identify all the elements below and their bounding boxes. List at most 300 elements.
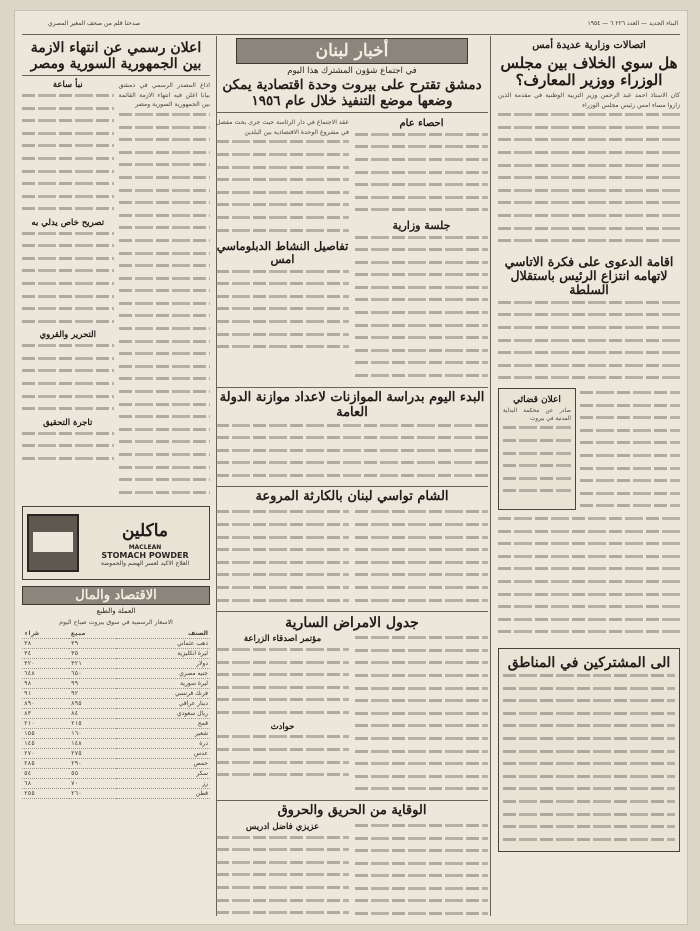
- text-line: [503, 699, 675, 709]
- text-line: [355, 750, 488, 760]
- text-line: [216, 761, 349, 771]
- text-line: [216, 320, 349, 330]
- text-line: [355, 145, 488, 155]
- text-line: [355, 824, 488, 834]
- text-line: [22, 144, 114, 154]
- text-line: [355, 874, 488, 884]
- headline-syria-egypt: اعلان رسمي عن انتهاء الازمة بين الجمهورية السورية ومصر: [30, 40, 202, 73]
- text-line: [216, 178, 349, 188]
- buy-price: ٦٨: [22, 779, 69, 789]
- text-line: [22, 170, 114, 180]
- text-line: [355, 837, 488, 847]
- table-row: [22, 689, 210, 699]
- sell-price: ٦٥٠: [69, 669, 116, 679]
- sell-price: ٧٠: [69, 779, 116, 789]
- commodity-name: حمص: [116, 759, 210, 769]
- ad-brand-latin: STOMACH POWDER: [101, 550, 189, 560]
- market-note: الاسعار الرسمية في سوق بيروت صباح اليوم: [59, 618, 173, 626]
- text-line: [355, 899, 488, 909]
- text-line: [503, 787, 675, 797]
- text-line: [498, 214, 680, 224]
- text-line: [498, 227, 680, 237]
- text-line: [355, 775, 488, 785]
- column-rule: [490, 36, 491, 916]
- text-line: [355, 586, 488, 596]
- text-line: [355, 712, 488, 722]
- text-line: [355, 536, 488, 546]
- text-line: [503, 750, 675, 760]
- text-line: [498, 126, 680, 136]
- text-line: [355, 849, 488, 859]
- text-line: [355, 573, 488, 583]
- text-line: [119, 201, 211, 211]
- text-line: [355, 236, 488, 246]
- headline-cabinet-dispute: هل سوي الخلاف بين مجلس الوزراء ووزير المعارف؟: [500, 53, 678, 89]
- text-line: [503, 737, 675, 747]
- text-line: [22, 369, 114, 379]
- text-line: [580, 467, 680, 477]
- table-row: [22, 739, 210, 749]
- text-line: [216, 345, 349, 355]
- sell-price: ١٤٨: [69, 739, 116, 749]
- text-line: [119, 365, 211, 375]
- text-line: [503, 489, 571, 499]
- commodity-name: فرنك فرنسي: [116, 689, 210, 699]
- text-line: [355, 687, 488, 697]
- text-line: [216, 436, 488, 446]
- text-line: [119, 226, 211, 236]
- text-line: [216, 748, 349, 758]
- sell-price: ٣٢١: [69, 659, 116, 669]
- text-line: [498, 517, 680, 527]
- maclean-ad: [22, 506, 210, 580]
- text-line: [22, 269, 114, 279]
- text-line: [216, 424, 488, 434]
- table-row: [22, 699, 210, 709]
- text-line: [119, 377, 211, 387]
- text-line: [355, 286, 488, 296]
- text-line: [355, 737, 488, 747]
- text-line: [22, 132, 114, 142]
- kicker-meeting: في اجتماع شؤون المشترك هذا اليوم: [287, 66, 417, 76]
- left-column: [22, 38, 210, 918]
- text-line: [355, 298, 488, 308]
- text-line: [216, 711, 349, 721]
- table-row: [22, 729, 210, 739]
- text-line: [355, 787, 488, 797]
- table-row: [22, 659, 210, 669]
- lebanon-news-banner: أخبار لبنان: [236, 38, 468, 64]
- text-line: [498, 176, 680, 186]
- text-line: [355, 887, 488, 897]
- table-row: [22, 749, 210, 759]
- text-line: [22, 382, 114, 392]
- text-line: [216, 270, 349, 280]
- text-line: [503, 687, 675, 697]
- table-header-row: [22, 629, 210, 639]
- text-line: [119, 428, 211, 438]
- buy-price: ١٥٥: [22, 729, 69, 739]
- text-line: [119, 314, 211, 324]
- text-line: [22, 357, 114, 367]
- issue-folio: البناء الجديد — العدد ٢٢٦ ٦ — ١٩٥٤: [587, 20, 678, 27]
- text-line: [22, 232, 114, 242]
- text-line: [580, 441, 680, 451]
- text-line: [22, 207, 114, 217]
- sell-price: ٩٢: [69, 689, 116, 699]
- text-line: [119, 176, 211, 186]
- product-jar-image: [27, 514, 79, 572]
- buy-price: ١٤٥: [22, 739, 69, 749]
- text-line: [355, 361, 488, 371]
- text-line: [355, 523, 488, 533]
- headline-sham-condolence: الشام تواسي لبنان بالكارثة المروعة: [255, 489, 449, 505]
- market-subtitle: العملة والطبع: [96, 607, 136, 616]
- text-line: [22, 432, 114, 442]
- text-line: [355, 724, 488, 734]
- text-line: [498, 239, 680, 249]
- text-line: [216, 216, 349, 226]
- text-line: [355, 762, 488, 772]
- headline-economic-unity: دمشق تقترح على بيروت وحدة اقتصادية يمكن وضعها موضع التنفيذ خلال عام ١٩٥٦: [222, 77, 482, 109]
- table-row: [22, 649, 210, 659]
- text-line: [216, 899, 349, 909]
- text-line: [216, 673, 349, 683]
- buy-price: ٦٤٨: [22, 669, 69, 679]
- text-line: [119, 403, 211, 413]
- text-line: [119, 277, 211, 287]
- text-line: [119, 415, 211, 425]
- text-line: [216, 661, 349, 671]
- headline-census: احصاء عام: [399, 118, 444, 130]
- text-line: [216, 773, 349, 783]
- subhead-investigation: تاجرة التحقيق: [43, 417, 93, 428]
- text-line: [503, 464, 571, 474]
- text-line: [216, 203, 349, 213]
- text-line: [216, 599, 349, 609]
- sell-price: ٨٩٥: [69, 699, 116, 709]
- article-body: عقد الاجتماع في دار الرئاسة حيث جرى بحث مفصل في مشروع الوحدة الاقتصادية بين البلدين: [216, 119, 349, 136]
- buy-price: ٨٣: [22, 709, 69, 719]
- text-line: [355, 510, 488, 520]
- text-line: [22, 395, 114, 405]
- sell-price: ٢١٥: [69, 719, 116, 729]
- text-line: [216, 510, 349, 520]
- text-line: [216, 861, 349, 871]
- headline-contacts: اتصالات وزارية عديدة أمس: [532, 40, 646, 51]
- table-row: [22, 759, 210, 769]
- sell-price: ٢٧٥: [69, 749, 116, 759]
- text-line: [216, 548, 349, 558]
- text-line: [119, 440, 211, 450]
- text-line: [503, 426, 571, 436]
- masthead-rule: [22, 34, 680, 35]
- text-line: [355, 661, 488, 671]
- text-line: [355, 324, 488, 334]
- text-line: [355, 649, 488, 659]
- text-line: [119, 151, 211, 161]
- text-line: [355, 158, 488, 168]
- text-line: [216, 586, 349, 596]
- text-line: [498, 567, 680, 577]
- buy-price: ٣٢٠: [22, 659, 69, 669]
- subhead-special-statement: تصريح خاص يدلي به: [31, 217, 105, 228]
- text-line: [22, 94, 114, 104]
- commodity-name: ليرة انكليزية: [116, 649, 210, 659]
- text-line: [503, 439, 571, 449]
- table-row: [22, 769, 210, 779]
- text-line: [355, 636, 488, 646]
- text-line: [498, 364, 680, 374]
- market-table: [22, 629, 210, 799]
- text-line: [498, 593, 680, 603]
- text-line: [503, 452, 571, 462]
- court-notice-title: اعلان قضائي: [513, 395, 561, 405]
- text-line: [22, 307, 114, 317]
- text-line: [216, 333, 349, 343]
- text-line: [216, 474, 488, 484]
- text-line: [119, 126, 211, 136]
- commodity-name: قطن: [116, 789, 210, 799]
- text-line: [580, 416, 680, 426]
- commodity-name: ريال سعودي: [116, 709, 210, 719]
- text-line: [216, 686, 349, 696]
- headline-fire-prevention: الوقاية من الحريق والحروق: [277, 802, 427, 818]
- text-line: [498, 618, 680, 628]
- page-folio: صدحنا قلم من صحف المغير المصري: [48, 20, 141, 27]
- text-line: [22, 320, 114, 330]
- subhead-friends-agriculture: مؤتمر اصدقاء الزراعة: [243, 634, 322, 645]
- sell-price: ٨٤: [69, 709, 116, 719]
- text-line: [119, 352, 211, 362]
- text-line: [355, 674, 488, 684]
- sell-price: ٢٦٠: [69, 789, 116, 799]
- buy-price: ٩٨: [22, 679, 69, 689]
- text-line: [503, 762, 675, 772]
- buy-price: ٢٥٥: [22, 789, 69, 799]
- buy-price: ٣٤: [22, 649, 69, 659]
- text-line: [216, 166, 349, 176]
- text-line: [119, 390, 211, 400]
- article-body: اذاع المصدر الرسمي في دمشق بيانا اعلن فيه انتهاء الازمة القائمة بين الجمهورية السورية ومصر: [118, 82, 210, 109]
- ad-brand: ماكلين: [121, 521, 169, 542]
- headline-atassi: اقامة الدعوى على فكرة الاتاسي لاتهامه انتزاع الرئيس باستقلال السلطة: [504, 253, 674, 298]
- text-line: [498, 151, 680, 161]
- text-line: [355, 196, 488, 206]
- text-line: [119, 491, 211, 501]
- text-line: [355, 912, 488, 918]
- text-line: [355, 208, 488, 218]
- text-line: [355, 548, 488, 558]
- text-line: [216, 307, 349, 317]
- subscribers-box: [498, 648, 680, 852]
- table-row: [22, 669, 210, 679]
- text-line: [216, 848, 349, 858]
- text-line: [355, 336, 488, 346]
- text-line: [355, 349, 488, 359]
- economy-banner: الاقتصاد والمال: [22, 586, 210, 605]
- text-line: [119, 340, 211, 350]
- text-line: [503, 800, 675, 810]
- text-line: [503, 712, 675, 722]
- text-line: [355, 248, 488, 258]
- text-line: [216, 698, 349, 708]
- subhead-letter: عزيزي فاضل ادريس: [245, 821, 320, 832]
- text-line: [498, 164, 680, 174]
- text-line: [498, 301, 680, 311]
- text-line: [216, 153, 349, 163]
- text-line: [355, 862, 488, 872]
- text-line: [355, 133, 488, 143]
- text-line: [216, 873, 349, 883]
- text-line: [503, 775, 675, 785]
- text-line: [119, 289, 211, 299]
- text-line: [22, 244, 114, 254]
- text-line: [216, 911, 349, 918]
- buy-price: ٨٩٠: [22, 699, 69, 709]
- text-line: [119, 214, 211, 224]
- text-line: [22, 282, 114, 292]
- text-line: [216, 648, 349, 658]
- text-line: [498, 351, 680, 361]
- text-line: [498, 542, 680, 552]
- court-notice-box: [498, 388, 576, 510]
- commodity-name: دينار عراقي: [116, 699, 210, 709]
- commodity-name: قمح: [116, 719, 210, 729]
- text-line: [22, 119, 114, 129]
- subhead-incidents: حوادث: [270, 721, 295, 732]
- table-row: [22, 639, 210, 649]
- text-line: [216, 573, 349, 583]
- text-line: [22, 344, 114, 354]
- text-line: [119, 264, 211, 274]
- text-line: [580, 454, 680, 464]
- text-line: [498, 189, 680, 199]
- text-line: [216, 461, 488, 471]
- text-line: [216, 449, 488, 459]
- text-line: [498, 530, 680, 540]
- buy-price: ٢١٠: [22, 719, 69, 729]
- text-line: [216, 836, 349, 846]
- text-line: [22, 182, 114, 192]
- sell-price: ١٦٠: [69, 729, 116, 739]
- table-row: [22, 779, 210, 789]
- text-line: [503, 477, 571, 487]
- newspaper-page: [14, 10, 688, 925]
- text-line: [503, 813, 675, 823]
- text-line: [580, 429, 680, 439]
- text-line: [216, 295, 349, 305]
- commodity-name: عدس: [116, 749, 210, 759]
- text-line: [503, 724, 675, 734]
- buy-price: ٢٧٠: [22, 749, 69, 759]
- text-line: [22, 295, 114, 305]
- text-line: [216, 282, 349, 292]
- sell-price: ٣٩: [69, 639, 116, 649]
- commodity-name: جنيه مصري: [116, 669, 210, 679]
- text-line: [119, 189, 211, 199]
- headline-diplomatic: تفاصيل النشاط الدبلوماسي امس: [216, 239, 349, 267]
- text-line: [580, 404, 680, 414]
- text-line: [580, 504, 680, 514]
- text-line: [216, 735, 349, 745]
- text-line: [498, 630, 680, 640]
- text-line: [119, 252, 211, 262]
- headline-budget: البدء اليوم بدراسة الموازنات لاعداد موازنة الدولة العامة: [219, 389, 485, 420]
- text-line: [22, 107, 114, 117]
- text-line: [355, 561, 488, 571]
- text-line: [216, 191, 349, 201]
- text-line: [119, 302, 211, 312]
- article-body: كان الاستاذ احمد عبد الرحمن وزير التربية الوطنية في مقدمة الذين زاروا مساء امس رئيس مجلس الوزراء: [498, 92, 680, 109]
- sell-price: ٣٥: [69, 649, 116, 659]
- text-line: [355, 599, 488, 609]
- sell-price: ٢٩٠: [69, 759, 116, 769]
- text-line: [498, 326, 680, 336]
- text-line: [498, 313, 680, 323]
- text-line: [498, 376, 680, 386]
- text-line: [119, 453, 211, 463]
- commodity-name: رز: [116, 779, 210, 789]
- table-row: [22, 709, 210, 719]
- text-line: [498, 339, 680, 349]
- text-line: [355, 171, 488, 181]
- text-line: [498, 580, 680, 590]
- text-line: [216, 536, 349, 546]
- text-line: [498, 201, 680, 211]
- text-line: [580, 391, 680, 401]
- table-header: مبيع: [69, 629, 116, 639]
- text-line: [503, 838, 675, 848]
- text-line: [355, 273, 488, 283]
- text-line: [119, 239, 211, 249]
- ad-brand-latin-sub: MACLEAN: [128, 543, 162, 551]
- text-line: [355, 183, 488, 193]
- commodity-name: ذهب عثماني: [116, 639, 210, 649]
- text-line: [498, 605, 680, 615]
- headline-diseases: جدول الامراض السارية: [285, 615, 419, 632]
- commodity-name: ذرة: [116, 739, 210, 749]
- text-line: [503, 674, 675, 684]
- buy-price: ٥٤: [22, 769, 69, 779]
- headline-cabinet-session: جلسة وزارية: [392, 218, 451, 232]
- table-row: [22, 789, 210, 799]
- right-column: [498, 38, 680, 918]
- center-column: [216, 38, 488, 918]
- text-line: [580, 479, 680, 489]
- subhead-liberation: التحرير والقروي: [39, 330, 96, 341]
- table-header: الصنف: [116, 629, 210, 639]
- ad-tagline: العلاج الاكيد لعسر الهضم والحموضة: [100, 559, 190, 567]
- text-line: [119, 466, 211, 476]
- commodity-name: سكر: [116, 769, 210, 779]
- table-row: [22, 679, 210, 689]
- text-line: [216, 229, 349, 239]
- text-line: [498, 113, 680, 123]
- text-line: [580, 492, 680, 502]
- text-line: [216, 561, 349, 571]
- text-line: [119, 478, 211, 488]
- text-line: [355, 311, 488, 321]
- text-line: [119, 138, 211, 148]
- text-line: [22, 457, 114, 467]
- commodity-name: دولار: [116, 659, 210, 669]
- text-line: [355, 699, 488, 709]
- text-line: [22, 257, 114, 267]
- text-line: [119, 113, 211, 123]
- text-line: [22, 157, 114, 167]
- sell-price: ٥٥: [69, 769, 116, 779]
